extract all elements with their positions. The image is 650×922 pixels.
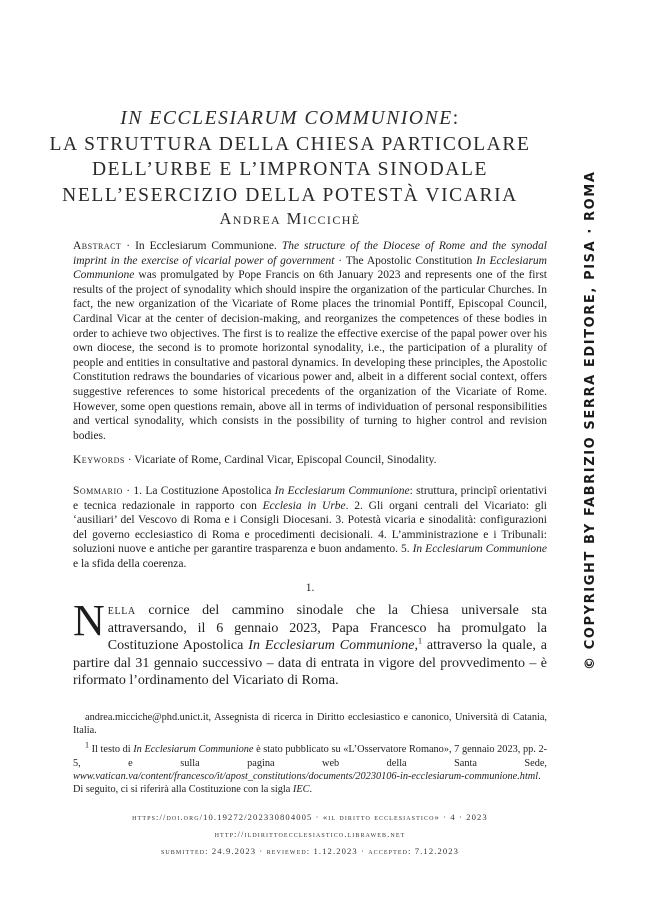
title-line-4: NELL’ESERCIZIO DELLA POTESTÀ VICARIA <box>62 184 518 206</box>
submission-dates: submitted: 24.9.2023 · reviewed: 1.12.2023 · accepted: 7.12.2023 <box>160 846 460 856</box>
section-number: 1. <box>305 582 315 594</box>
abstract: Abstract · In Ecclesiarum Communione. The structure of the Diocese of Rome and the synodal imprint in the exercise of vicarial power of government · The Apostolic Constitution In Ecclesiarum Communione was promulgated by Pope Francis on 6th January 2023 and represents one of the first results of the project of synodality which should inspire the organization of the particular Churches. In fact, the new organization of the Vicariate of Rome places the trinomial Pontiff, Episcopal Council, Cardinal Vicar at the center of decision-making, and reorganizes the competences of these bodies in order to achieve two objectives. The first is to realize the effective exercise of the papal power over his own diocese, the second is to promote horizontal synodality, i.e., the participation of a plurality of people and entities in consultative and pastoral dynamics. In developing these principles, the Apostolic Constitution redraws the boundaries of vicarious power and, albeit in a different social context, offers suggestive references to some historical precedents of the organization of the Vicariate of Rome. However, some open questions remain, above all in terms of individuation of personal responsibilities and vertical synodality, which consists in the possibility of turning to higher control and revision bodies. <box>73 240 547 442</box>
title-line-1: IN ECCLESIARUM COMMUNIONE: <box>120 108 460 129</box>
footnote-1: $^1$ Il testo di In Ecclesiarum Communione è stato pubblicato su «L’Osservatore Romano», 7 gennaio 2023, pp. 2-5, e sulla pagina web della Santa Sede, www.vatican.va/content/francesco/it/apost_constitutions/documents/20230106-in-ecclesiarum-communione.html. Di seguito, ci si riferirà alla Costituzione con la sigla IEC. <box>73 740 548 796</box>
copyright-sidebar: © COPYRIGHT BY FABRIZIO SERRA EDITORE, PISA · ROMA <box>583 170 598 670</box>
article-title <box>40 106 540 208</box>
title-line-3: DELL’URBE E L’IMPRONTA SINODALE <box>92 159 488 180</box>
footnotes <box>73 711 547 796</box>
keywords: Keywords · Vicariate of Rome, Cardinal Vicar, Episcopal Council, Sinodality. <box>73 454 437 466</box>
drop-cap: N <box>73 596 105 645</box>
body-paragraph: Nella cornice del cammino sinodale che la Chiesa universale sta attraversando, il 6 gennaio 2023, Papa Francesco ha promulgato la Costituzione Apostolica In Ecclesiarum Communione,$^1$ attraverso la quale, a partire dal 31 gennaio successivo – data di entrata in vigore del provvedimento – è riformato l’ordinamento del Vicariato di Roma. <box>73 596 548 689</box>
author-name: Andrea Miccichè <box>219 209 361 228</box>
author-affiliation: andrea.micciche@phd.unict.it, Assegnista di ricerca in Diritto ecclesiastico e canonico, Università di Catania, Italia. <box>73 712 547 737</box>
doi-line[interactable]: https://doi.org/10.19272/202330804005 · «il diritto ecclesiastico» · 4 · 2023 <box>132 812 488 822</box>
table-of-contents: Sommario · 1. La Costituzione Apostolica In Ecclesiarum Communione: struttura, principî orientativi e tecnica redazionale in rapporto con Ecclesia in Urbe. 2. Gli organi centrali del Vicariato: gli ‘ausiliari’ del Vescovo di Roma e i Consigli Diocesani. 3. Potestà vicaria e sinodalità: configurazioni del governo ecclesiastico di Roma e procedimenti decisionali. 4. L’amministrazione e i Tribunali: soluzioni nuove e antiche per garantire trasparenza e buon andamento. 5. In Ecclesiarum Communione e la sfida della coerenza. <box>73 485 547 570</box>
footnote-url[interactable]: www.vatican.va/content/francesco/it/apost_constitutions/documents/20230106-in-ecclesiarum-communione.html <box>73 770 539 782</box>
sommario-label: Sommario <box>73 485 123 497</box>
abstract-label: Abstract <box>73 240 122 252</box>
title-line-2: LA STRUTTURA DELLA CHIESA PARTICOLARE <box>49 133 531 155</box>
keywords-label: Keywords <box>73 454 125 466</box>
journal-url[interactable]: http://ildirittoecclesiastico.libraweb.net <box>214 829 406 839</box>
footnote-ref[interactable]: 1 <box>417 636 422 646</box>
